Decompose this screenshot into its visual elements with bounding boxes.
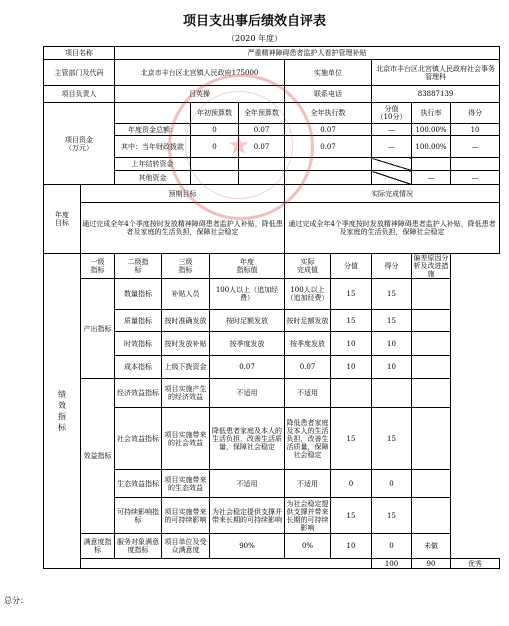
indicator-level3: 按时准确发放 [162,310,210,332]
funds-score: 10 [451,124,500,136]
funds-score-value [372,158,412,171]
indicator-actual: 0% [285,534,331,559]
target-value-header: 年度 指标值 [210,254,285,279]
indicator-actual: 降低患者家庭及本人的生活负担，改善生活质量，保障社会稳定 [285,408,331,470]
funds-initial-budget [191,171,239,185]
benefit-indicators-label: 效益指标 [81,379,115,534]
indicator-target: 90% [210,534,285,559]
indicator-reason [412,332,451,356]
funds-annual-budget: 0.07 [239,124,285,136]
indicator-target: 为社会稳定提供支撑并带来长期的可持续影响 [210,498,285,534]
satisfaction-indicators-label: 满意度指标 [81,534,115,559]
indicator-level2: 时效指标 [115,332,162,356]
level3-header: 三级 指标 [162,254,210,279]
evaluation-table [43,46,500,569]
funds-annual-budget [239,158,285,171]
indicator-target: 按季度发放 [210,332,285,356]
goals-header-row [44,185,500,203]
indicator-score: 15 [372,408,412,470]
total-label: 总分： [4,596,28,605]
funds-annual-budget: 0.07 [239,136,285,158]
funds-initial-budget: 0 [191,124,239,136]
indicator-reason [412,408,451,470]
indicator-level2: 数量指标 [115,279,162,310]
indicator-score-value-header: 分值 [331,254,372,279]
funds-executed: 0.07 [285,136,372,158]
funds-row-label: 上年结转资金 [115,158,191,171]
total-label-cell [81,559,372,569]
annual-goals-label: 年度 目标 [44,185,81,254]
funds-score: — [451,136,500,158]
funds-score: — [451,171,500,185]
indicator-score-value: 0 [331,470,372,498]
actual-result-text: 通过完成全年4个季度按时发放精神障碍患者监护人补贴，降低患者及家庭的生活负担，保障社会稳定 [285,203,500,254]
annual-budget-header: 全年预算数 [239,103,285,124]
indicator-score-value: 10 [331,332,372,356]
goals-content-row [44,203,500,254]
indicator-reason [412,310,451,332]
year-subtitle: （2020 年度） [227,34,282,43]
total-score-value: 100 [372,559,412,569]
indicators-section-text: 绩效指标 [58,390,66,432]
seal-star-icon: ★ [227,131,251,161]
indicator-level2: 服务对象满意度指标 [115,534,162,559]
indicator-level3: 项目实施带来的生态效益 [162,470,210,498]
indicator-reason [412,379,451,408]
indicators-section-label [44,254,81,569]
expected-goal-text: 通过完成全年4个季度按时发放精神障碍患者监护人补贴，降低患者及家庭的生活负担，保障社会稳定 [81,203,285,254]
indicator-level2: 经济效益指标 [115,379,162,408]
funds-row-label: 其他资金 [115,171,191,185]
indicator-actual: 不适用 [285,470,331,498]
funds-score-value [372,171,412,185]
department-value: 北京市丰台区北宫镇人民政府175000 [115,60,285,86]
indicator-actual: 不适用 [285,379,331,408]
funds-row-label: 其中：当年财政拨款 [115,136,191,158]
deviation-reason-header: 偏差原因分析及改进措施 [413,254,449,278]
expected-goal-header: 预期目标 [81,185,285,203]
project-leader-value: 吕英操 [115,86,285,103]
indicators-header-row [44,254,500,279]
actual-value-header: 实际 完成值 [285,254,331,279]
department-row [44,60,500,86]
indicator-level3: 项目单位及受众满意度 [162,534,210,559]
project-name-label: 项目名称 [44,47,115,60]
funds-executed [285,158,372,171]
funds-score-value: — [372,136,412,158]
indicator-target: 按时足额发放 [210,310,285,332]
indicator-actual: 为社会稳定提供支撑并带来长期的可持续影响 [286,499,329,532]
contact-phone-label: 联系电话 [285,86,372,103]
funds-initial-budget [191,158,239,171]
funds-header-blank [115,103,191,124]
indicator-actual: 按时足额发放 [285,310,331,332]
indicator-level3: 上级下拨资金 [162,356,210,379]
execution-rate-header: 执行率 [412,103,451,124]
funds-execution-rate: 100.00% [412,136,451,158]
actual-result-header: 实际完成情况 [285,185,500,203]
indicator-level3: 按时发放补贴 [162,332,210,356]
funds-execution-rate: 100.00% [412,124,451,136]
implementing-unit-value: 北京市丰台区北宫镇人民政府社会事务管理科 [372,60,500,86]
funds-execution-rate [412,158,451,171]
funds-execution-rate: — [412,171,451,185]
funds-annual-budget [239,171,285,185]
project-name-value: 严重精神障碍患者监护人看护管理补贴 [115,47,500,60]
indicator-score-value: 15 [331,279,372,310]
indicator-reason [412,498,451,534]
page-title: 项目支出事后绩效自评表 [182,14,326,29]
indicator-score-value: 15 [331,498,372,534]
output-indicators-label: 产出指标 [81,279,115,379]
funds-executed: 0.07 [285,124,372,136]
department-label: 主管部门及代码 [44,60,115,86]
level1-header: 一级 指标 [81,254,115,279]
funds-executed [285,171,372,185]
annual-executed-header: 全年执行数 [285,103,372,124]
indicator-level2: 社会效益指标 [115,408,162,470]
indicator-actual: 按季度发放 [285,332,331,356]
indicator-score: 0 [372,470,412,498]
indicator-level2: 可持续影响指标 [115,498,162,534]
indicator-score: 10 [372,332,412,356]
contact-phone-value: 83887139 [372,86,500,103]
indicator-score: 0 [372,534,412,559]
total-score: 90 [412,559,451,569]
funds-score-value: — [372,124,412,136]
funds-score [451,158,500,171]
funds-section-label: 项目资金 （万元） [44,103,115,185]
indicator-target: 100人以上（追加经费） [210,279,285,310]
indicator-row [44,534,500,559]
indicator-score-value: 10 [331,534,372,559]
level2-header: 二级指 标 [115,254,162,279]
indicator-reason [412,470,451,498]
indicator-score-value [331,379,372,408]
indicator-target: 0.07 [210,356,285,379]
indicator-reason: 未做 [412,534,451,559]
indicator-level2: 生态效益指标 [115,470,162,498]
total-row [44,559,500,569]
indicator-score: 15 [372,310,412,332]
indicator-row [44,279,500,310]
indicator-level2: 成本指标 [115,356,162,379]
funds-score-header: 得分 [451,103,500,124]
indicator-target: 不适用 [210,379,285,408]
funds-initial-budget: 0 [191,136,239,158]
indicator-score [372,379,412,408]
project-leader-label: 项目负责人 [44,86,115,103]
indicator-level3: 项目实施带来的可持续影响 [162,498,210,534]
indicator-actual: 100人以上（追加经费） [285,279,331,310]
funds-row-label: 年度资金总额： [115,124,191,136]
indicator-level3: 项目实施产生的经济效益 [162,379,210,408]
funds-header-row [44,103,500,124]
initial-budget-header: 年初预算数 [191,103,239,124]
indicator-score-value: 15 [331,408,372,470]
leader-row [44,86,500,103]
indicator-score-value: 10 [331,356,372,379]
indicator-level3: 补贴人员 [162,279,210,310]
indicator-level2: 质量指标 [115,310,162,332]
indicator-target: 降低患者家庭及本人的生活负担，改善生活质量，保障社会稳定 [210,408,285,470]
indicator-row [44,379,500,408]
implementing-unit-label: 实施单位 [285,60,372,86]
indicator-reason [412,279,451,310]
indicator-score-value: 15 [331,310,372,332]
indicator-target: 不适用 [210,470,285,498]
indicator-score-header: 得分 [372,254,412,279]
indicator-score: 15 [372,498,412,534]
indicator-score: 15 [372,279,412,310]
indicator-level3: 项目实施带来的社会效益 [162,408,210,470]
indicator-actual: 0.07 [285,356,331,379]
total-grade: 优秀 [451,559,500,569]
score-value-header: 分值 （10分） [372,103,412,124]
project-name-row [44,47,500,60]
indicator-score: 10 [372,356,412,379]
indicator-reason [412,356,451,379]
